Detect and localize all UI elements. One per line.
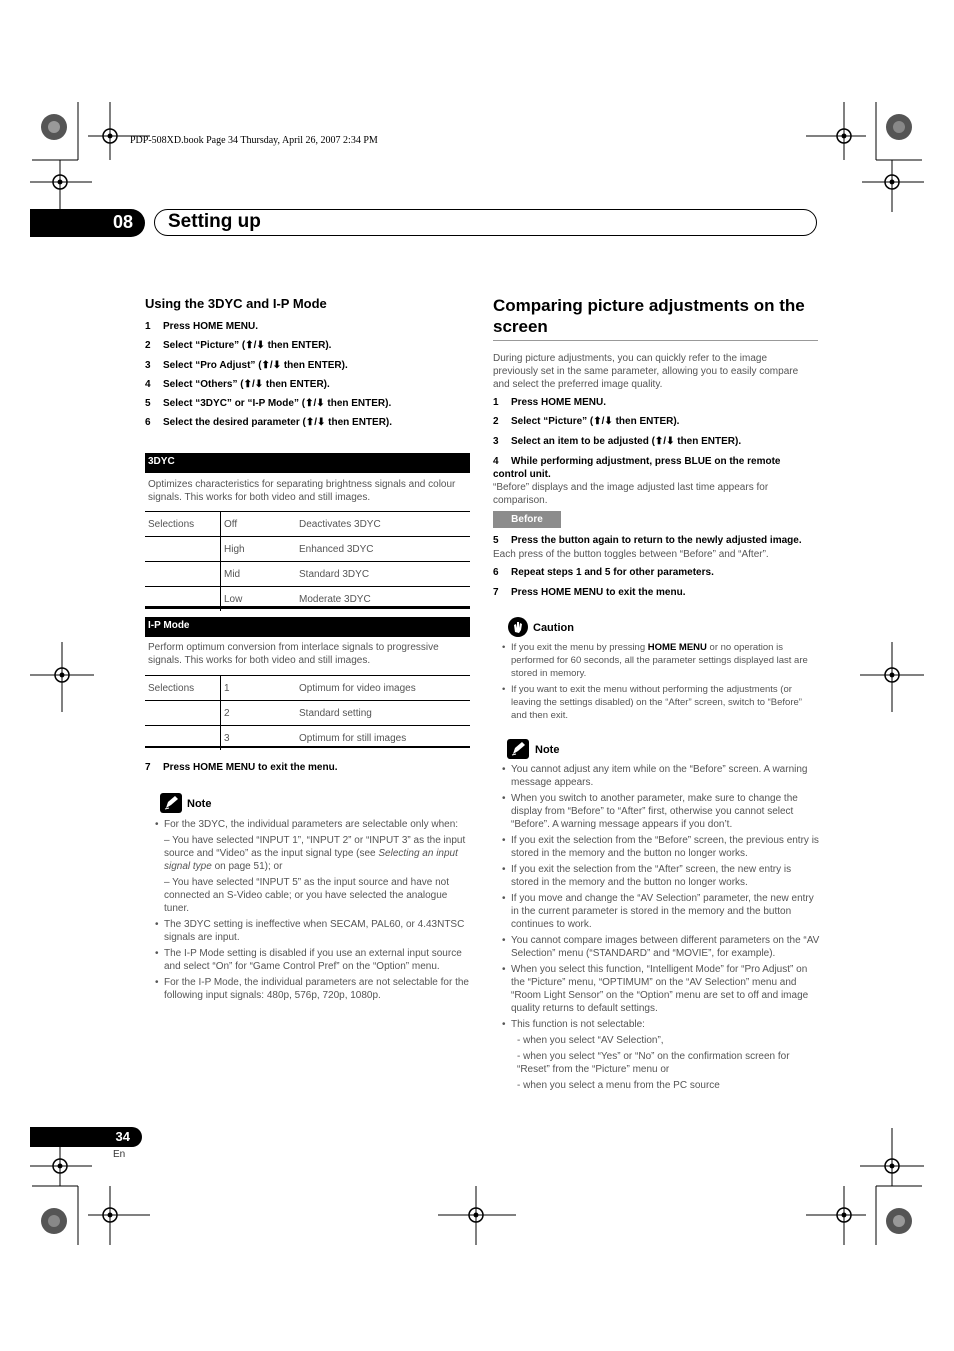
selections-label: Selections [148,682,195,694]
list-item: • When you switch to another parameter, make sure to change the display from “Before” to “After” first, otherwise you cannot select “Before”. A warning message appears if you don’t. [502,792,820,831]
list-item: - when you select a menu from the PC source [517,1080,720,1091]
step-4: 4 While performing adjustment, press BLUE on the remote control unit. [493,456,781,480]
list-item: – You have selected “INPUT 1”, “INPUT 2” or “INPUT 3” as the input source and “Video” as the input signal type (see Selecting an input signal type on page 51); or [164,835,466,872]
step-4-description: “Before” displays and the image adjusted last time appears for comparison. [493,482,769,506]
list-item: • This function is not selectable: [502,1018,820,1031]
list-item: • If you exit the selection from the “After” screen, the new entry is stored in the memory and the button no longer works. [502,863,820,889]
step-7: 7 Press HOME MENU to exit the menu. [493,587,686,598]
step-2: 2 Select “Picture” (⬆/⬇ then ENTER). [493,416,680,427]
list-item: • You cannot adjust any item while on the “Before” screen. A warning message appears. [502,763,820,789]
list-item: • When you select this function, “Intelligent Mode” for “Pro Adjust” on the “Picture” menu, “OPTIMUM” on the “AV Selection” menu and “Room Light Sensor” on the “Option” menu are set to off and image quality returns to default settings. [502,963,820,1015]
step-6: 6 Repeat steps 1 and 5 for other parameters. [493,567,714,578]
list-item: - when you select “Yes” or “No” on the confirmation screen for “Reset” from the “Picture” menu or [517,1051,790,1075]
page-number: 34 [30,1127,142,1147]
intro-text: During picture adjustments, you can quickly refer to the image previously set in the same parameter, allowing you to easily compare and select the preferred image quality. [493,353,799,390]
note-heading: Note [187,798,212,810]
list-item: • If you move and change the “AV Selection” parameter, the new entry in the current parameter is stored in the memory and the button continues to work. [502,892,820,931]
section-heading-3dyc: Using the 3DYC and I-P Mode [145,296,327,311]
note-icon [160,793,182,813]
step-4: 4 Select “Others” (⬆/⬇ then ENTER). [145,379,330,390]
list-item: • The I-P Mode setting is disabled if you use an external input source and select “On” for “Game Control Pref” on the “Option” menu. [155,947,470,973]
step-5: 5 Press the button again to return to the newly adjusted image. [493,535,802,546]
divider [145,746,470,748]
3dyc-bar: 3DYC [145,453,470,473]
step-1: 1 Press HOME MENU. [145,321,259,332]
list-item: • If you want to exit the menu without performing the adjustments (or leaving the settings disabled) on the “After” screen, switch to “Before” and then exit. [502,683,817,722]
ipmode-table: Selections 1 Optimum for video images 2 Standard setting 3 Optimum for still images [145,675,470,750]
list-item: • The 3DYC setting is ineffective when SECAM, PAL60, or 4.43NTSC signals are input. [155,918,470,944]
step-2: 2 Select “Picture” (⬆/⬇ then ENTER). [145,340,332,351]
file-header: PDP-508XD.book Page 34 Thursday, April 26, 2007 2:34 PM [130,135,378,146]
divider [145,606,470,609]
3dyc-table: Selections Off Deactivates 3DYC High Enhanced 3DYC Mid Standard 3DYC Low Moderate 3DYC [145,511,470,611]
list-item: - when you select “AV Selection”, [517,1035,664,1046]
note-icon [507,739,529,759]
step-5-description: Each press of the button toggles between “Before” and “After”. [493,549,769,560]
ipmode-bar: I-P Mode [145,617,470,637]
ipmode-description: Perform optimum conversion from interlace signals to progressive signals. This works for both video and still images. [148,642,439,666]
section-heading-comparing: Comparing picture adjustments on the screen [493,296,805,336]
step-5: 5 Select “3DYC” or “I-P Mode” (⬆/⬇ then ENTER). [145,398,392,409]
step-6: 6 Select the desired parameter (⬆/⬇ then ENTER). [145,417,393,428]
note-list [502,763,820,1095]
chapter-title: Setting up [154,209,817,236]
list-item: • For the 3DYC, the individual parameters are selectable only when: [155,818,470,831]
chapter-number: 08 [30,209,145,237]
selections-label: Selections [148,518,195,530]
note-heading: Note [535,744,560,756]
list-item: • If you exit the menu by pressing HOME MENU or no operation is performed for 60 seconds, all the parameter settings displayed last are stored in memory. [502,641,817,680]
step-7: 7 Press HOME MENU to exit the menu. [145,762,338,773]
list-item: • You cannot compare images between different parameters on the “AV Selection” menu (“STANDARD” and “MOVIE”, for example). [502,934,820,960]
caution-list [502,641,817,725]
step-3: 3 Select “Pro Adjust” (⬆/⬇ then ENTER). [145,360,348,371]
3dyc-description: Optimizes characteristics for separating brightness signals and colour signals. This works for both video and still images. [148,479,456,503]
step-1: 1 Press HOME MENU. [493,397,607,408]
step-3: 3 Select an item to be adjusted (⬆/⬇ then ENTER). [493,436,742,447]
list-item: • If you exit the selection from the “Before” screen, the previous entry is stored in the memory and the button no longer works. [502,834,820,860]
list-item: – You have selected “INPUT 5” as the input source and have not connected an S-Video cable; or you have selected the analogue tuner. [164,877,449,914]
caution-heading: Caution [533,622,574,634]
language-label: En [113,1149,126,1160]
divider [493,340,818,341]
note-list [155,818,470,1005]
list-item: • For the I-P Mode, the individual parameters are not selectable for the following input signals: 480p, 576p, 720p, 1080p. [155,976,470,1002]
before-indicator: Before [493,511,561,528]
caution-icon [508,617,528,637]
